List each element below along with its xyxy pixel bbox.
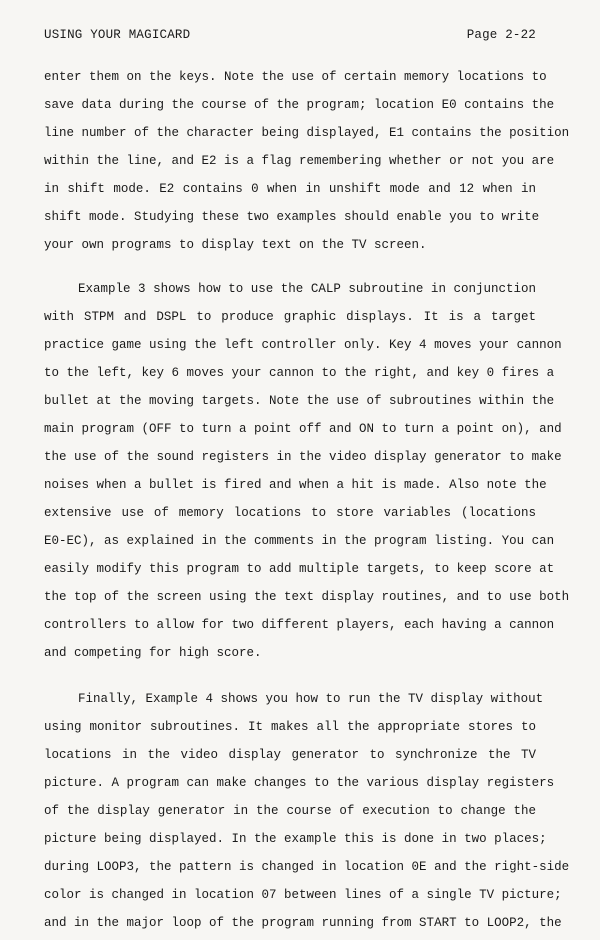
text-line: during LOOP3, the pattern is changed in location 0E and the right-side [44, 860, 570, 874]
page-number: Page 2-22 [466, 28, 536, 42]
text-line: extensive use of memory locations to store variables (locations [44, 506, 536, 520]
text-line: Example 3 shows how to use the CALP subroutine in conjunction [78, 282, 536, 296]
text-line: your own programs to display text on the TV screen. [44, 238, 427, 252]
text-line: enter them on the keys. Note the use of certain memory locations to [44, 70, 547, 84]
text-line: within the line, and E2 is a flag remembering whether or not you are [44, 154, 555, 168]
text-line: main program (OFF to turn a point off and ON to turn a point on), and [44, 422, 562, 436]
text-line: picture. A program can make changes to the various display registers [44, 776, 555, 790]
text-line: in shift mode. E2 contains 0 when in unshift mode and 12 when in [44, 182, 536, 196]
text-line: to the left, key 6 moves your cannon to the right, and key 0 fires a [44, 366, 555, 380]
text-line: Finally, Example 4 shows you how to run the TV display without [78, 692, 544, 706]
text-line: and in the major loop of the program running from START to LOOP2, the [44, 916, 562, 930]
text-line: save data during the course of the program; location E0 contains the [44, 98, 555, 112]
text-line: locations in the video display generator to synchronize the TV [44, 748, 536, 762]
text-line: using monitor subroutines. It makes all the appropriate stores to [44, 720, 536, 734]
text-line: and competing for high score. [44, 646, 262, 660]
text-line: the use of the sound registers in the video display generator to make [44, 450, 562, 464]
text-line: line number of the character being displayed, E1 contains the position [44, 126, 570, 140]
text-line: with STPM and DSPL to produce graphic displays. It is a target [44, 310, 536, 324]
text-line: the top of the screen using the text display routines, and to use both [44, 590, 570, 604]
text-line: bullet at the moving targets. Note the use of subroutines within the [44, 394, 555, 408]
text-line: of the display generator in the course of execution to change the [44, 804, 536, 818]
text-line: shift mode. Studying these two examples should enable you to write [44, 210, 540, 224]
text-line: easily modify this program to add multiple targets, to keep score at [44, 562, 555, 576]
running-head: USING YOUR MAGICARD [44, 28, 191, 42]
text-line: E0-EC), as explained in the comments in the program listing. You can [44, 534, 555, 548]
text-line: noises when a bullet is fired and when a hit is made. Also note the [44, 478, 547, 492]
text-line: color is changed in location 07 between lines of a single TV picture; [44, 888, 562, 902]
text-line: controllers to allow for two different players, each having a cannon [44, 618, 555, 632]
text-line: practice game using the left controller only. Key 4 moves your cannon [44, 338, 562, 352]
text-line: picture being displayed. In the example this is done in two places; [44, 832, 547, 846]
